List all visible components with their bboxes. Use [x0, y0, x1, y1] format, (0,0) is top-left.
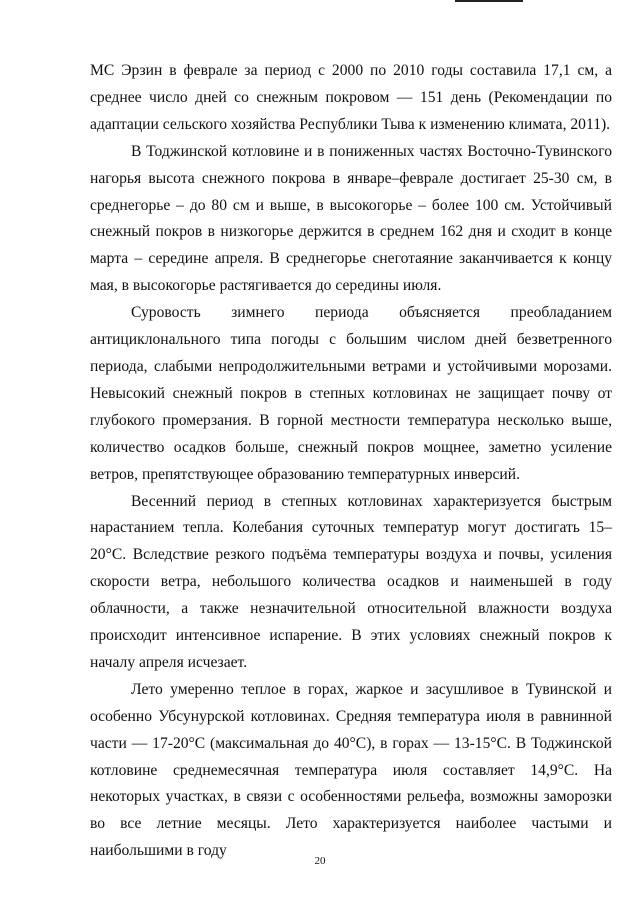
- paragraph-5: Лето умеренно теплое в горах, жаркое и засушливое в Тувинской и особенно Убсунурской котловинах. Средняя температура июля в равнинной части — 17-20°С (максимальная до 40°С), в горах — 13-15°С. В Тоджинской котловине среднемесячная температура июля составляет 14,9°С. На некоторых участках, в связи с особенностями рельефа, возможны заморозки во все летние месяцы. Лето характеризуется наиболее частыми и наибольшими в году: [90, 680, 612, 860]
- top-rule: [455, 0, 523, 2]
- paragraph-2: В Тоджинской котловине и в пониженных частях Восточно-Тувинского нагорья высота снежного покрова в январе–феврале достигает 25-30 см, в среднегорье – до 80 см и выше, в высокогорье – более 100 см. Устойчивый снежный покров в низкогорье держится в среднем 162 дня и сходит в конце марта – середине апреля. В среднегорье снеготаяние заканчивается к концу мая, в высокогорье растягивается до середины июля.: [90, 142, 612, 295]
- paragraph-1: МС Эрзин в феврале за период с 2000 по 2010 годы составила 17,1 см, а среднее число дней со снежным покровом — 151 день (Рекомендации по адаптации сельского хозяйства Республики Тыва к изменению климата, 2011).: [90, 62, 612, 133]
- paragraph-3: Суровость зимнего периода объясняется преобладанием антициклонального типа погоды с большим числом дней безветренного периода, слабыми непродолжительными ветрами и устойчивыми морозами. Невысокий снежный покров в степных котловинах не защищает почву от глубокого промерзания. В горной местности температура несколько выше, количество осадков больше, снежный покров мощнее, заметно усиление ветров, препятствующее образованию температурных инверсий.: [90, 304, 612, 483]
- paragraph-4: Весенний период в степных котловинах характеризуется быстрым нарастанием тепла. Колебания суточных температур могут достигать 15–20°С. Вследствие резкого подъёма температуры воздуха и почвы, усиления скорости ветра, небольшого количества осадков и наименьшей в году облачности, а также незначительной относительной влажности воздуха происходит интенсивное испарение. В этих условиях снежный покров к началу апреля исчезает.: [90, 492, 612, 671]
- page-number: 20: [314, 855, 326, 867]
- page-body: [90, 58, 612, 865]
